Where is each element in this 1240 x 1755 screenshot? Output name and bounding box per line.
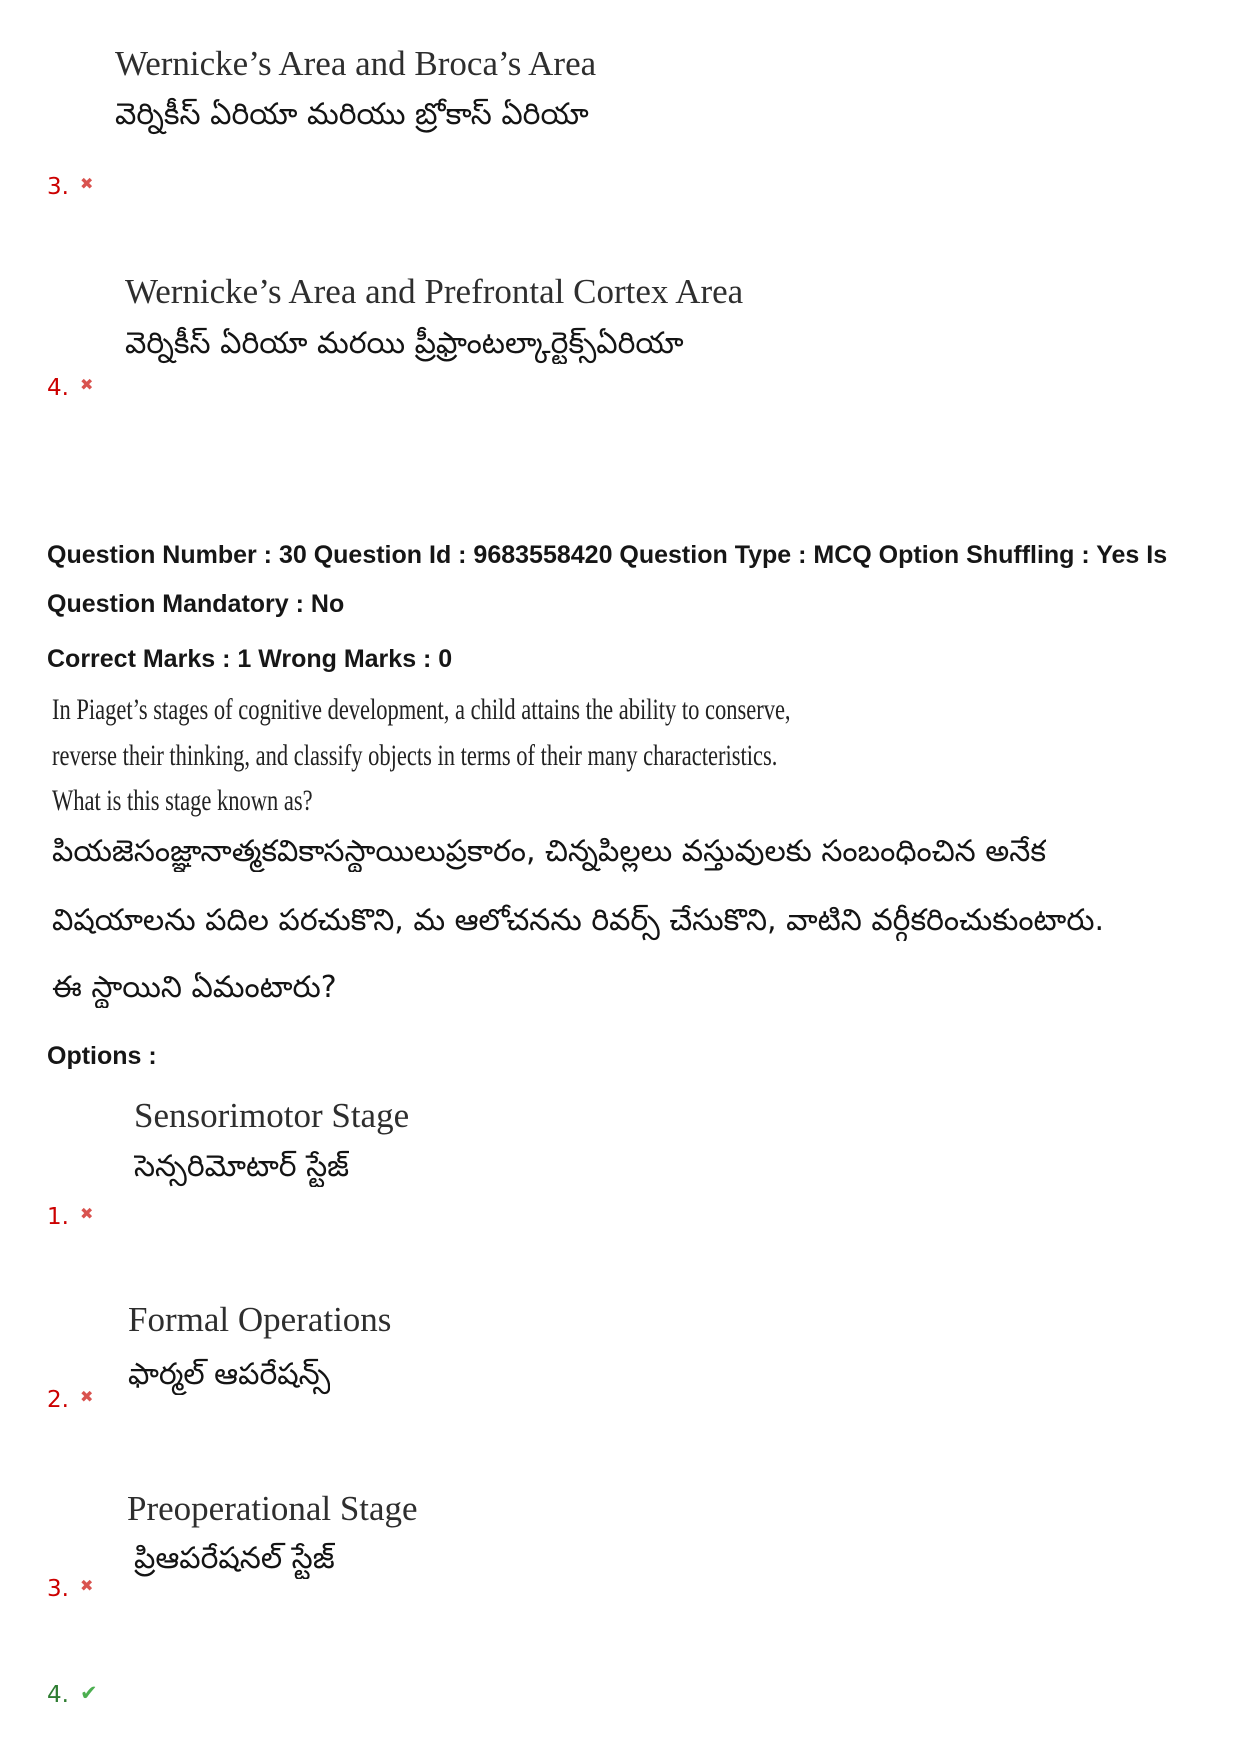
question-english-line: What is this stage known as? xyxy=(52,784,313,817)
option-2-english-text: Formal Operations xyxy=(128,1300,392,1339)
question-english-line: reverse their thinking, and classify objects in terms of their many characteristics. xyxy=(52,739,778,772)
option-number-label: 4. xyxy=(47,375,69,401)
question-meta-line-2: Question Mandatory : No xyxy=(47,590,345,618)
option-3-telugu-text: ప్రిఆపరేషనల్ స్టేజ్ xyxy=(134,1541,335,1576)
option-1-marker xyxy=(47,1199,93,1232)
prev-option-3-english-text: Wernicke’s Area and Broca’s Area xyxy=(115,44,597,83)
option-number-label: 1. xyxy=(47,1204,69,1230)
prev-option-3-telugu-text: వెర్నికీస్ ఏరియా మరియు బ్రోకాస్ ఏరియా xyxy=(115,97,589,132)
option-3-english-text: Preoperational Stage xyxy=(127,1489,418,1528)
option-2-marker xyxy=(47,1382,93,1415)
check-icon xyxy=(80,1678,98,1708)
option-number-label: 3. xyxy=(47,1576,69,1602)
option-4-marker xyxy=(47,1678,98,1710)
question-telugu-line: విషయాలను పదిల పరచుకొని, మ ఆలోచనను రివర్స్ చేసుకొని, వాటిని వర్గీకరించుకుంటారు. xyxy=(52,903,1105,938)
prev-option-4-english-text: Wernicke’s Area and Prefrontal Cortex Area xyxy=(125,272,744,311)
cross-icon xyxy=(80,1571,93,1601)
option-number-label: 3. xyxy=(47,174,69,200)
prev-option-4-telugu-text: వెర్నికీస్ ఏరియా మరయి ప్రీఫ్రాంటల్కార్టెక్స్ఏరియా xyxy=(125,326,684,361)
option-1-english-text: Sensorimotor Stage xyxy=(134,1096,410,1135)
option-3-marker xyxy=(47,1571,93,1604)
question-telugu-line: పియజెసంజ్ఞానాత్మకవికాసస్థాయిలుప్రకారం, చిన్నపిల్లలు వస్తువులకు సంబంధించిన అనేక xyxy=(52,834,1046,869)
option-2-telugu-text: ఫార్మల్ ఆపరేషన్స్ xyxy=(128,1357,331,1392)
prev-option-3-marker xyxy=(47,169,93,202)
cross-icon xyxy=(80,370,93,400)
question-marks-line: Correct Marks : 1 Wrong Marks : 0 xyxy=(47,645,453,673)
option-number-label: 4. xyxy=(47,1682,69,1708)
option-1-telugu-text: సెన్సరిమోటార్ స్టేజ్ xyxy=(134,1149,350,1184)
options-label: Options : xyxy=(47,1042,157,1070)
question-meta-line-1: Question Number : 30 Question Id : 9683558420 Question Type : MCQ Option Shuffling : Yes Is xyxy=(47,541,1168,569)
question-telugu-line: ఈ స్థాయిని ఏమంటారు? xyxy=(52,970,337,1005)
cross-icon xyxy=(80,169,93,199)
option-number-label: 2. xyxy=(47,1387,69,1413)
question-english-line: In Piaget’s stages of cognitive development, a child attains the ability to conserve, xyxy=(52,693,791,726)
cross-icon xyxy=(80,1199,93,1229)
cross-icon xyxy=(80,1382,93,1412)
prev-option-4-marker xyxy=(47,370,93,403)
